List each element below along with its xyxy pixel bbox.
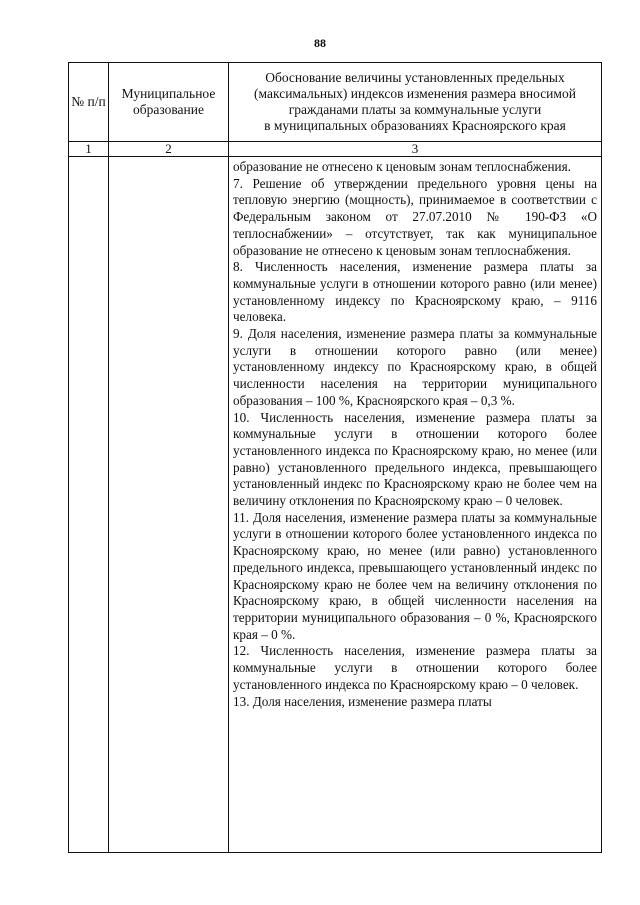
table-header-row (69, 63, 602, 142)
page-number: 88 (314, 36, 326, 50)
paragraph: 9. Доля населения, изменение размера платы за коммунальные услуги в отношении которого равно (или менее) установленному индексу по Красноярскому краю, в общей численности населения на территории муниципального образования – 100 %, Красноярского края – 0,3 %. (233, 326, 597, 408)
paragraph: 8. Численность населения, изменение размера платы за коммунальные услуги в отношении которого равно (или менее) установленному индексу по Красноярскому краю, – 9116 человека. (233, 259, 597, 325)
header-number: № п/п (69, 63, 109, 142)
column-number-2: 2 (109, 142, 229, 157)
header-municipality: Муниципальное образование (109, 63, 229, 142)
header-line: (максимальных) индексов изменения размера вносимой (254, 86, 576, 101)
column-number-3: 3 (229, 142, 602, 157)
justification-cell (229, 157, 602, 853)
table-row (69, 157, 602, 853)
header-line: гражданами платы за коммунальные услуги (288, 102, 542, 117)
paragraph: 7. Решение об утверждении предельного уровня цены на тепловую энергию (мощность), принимаемое в соответствии с Федеральным законом от 27.07.2010 № 190-ФЗ «О теплоснабжении» – отсутствует, так как муниципальное образование не отнесено к ценовым зонам теплоснабжения. (233, 175, 597, 258)
column-number-row (69, 142, 602, 157)
paragraph: 10. Численность населения, изменение размера платы за коммунальные услуги в отношении которого более установленного индекса по Красноярскому краю, но менее (или равно) установленного предельного индекса, превышающего установленный индекс по Красноярскому краю не более чем на величину отклонения по Красноярскому краю – 0 человек. (233, 409, 597, 509)
paragraph: 11. Доля населения, изменение размера платы за коммунальные услуги в отношении которого более установленного индекса по Красноярскому краю, но менее (или равно) установленного предельного индекса, превышающего установленный индекс по Красноярскому краю не более чем на величину отклонения по Красноярскому краю, в общей численности населения на территории муниципального образования – 0 %, Красноярского края – 0 %. (233, 509, 597, 642)
header-justification (229, 63, 602, 142)
header-line: Обоснование величины установленных предельных (265, 70, 565, 85)
paragraph: 13. Доля населения, изменение размера платы (233, 693, 492, 709)
municipality-cell (109, 157, 229, 853)
header-line: в муниципальных образованиях Красноярского края (264, 118, 566, 133)
paragraph: образование не отнесено к ценовым зонам теплоснабжения. (233, 159, 571, 174)
column-number-1: 1 (69, 142, 109, 157)
justification-table (68, 62, 602, 853)
paragraph: 12. Численность населения, изменение размера платы за коммунальные услуги в отношении которого более установленного индекса по Красноярскому краю – 0 человек. (233, 643, 597, 692)
row-number-cell (69, 157, 109, 853)
